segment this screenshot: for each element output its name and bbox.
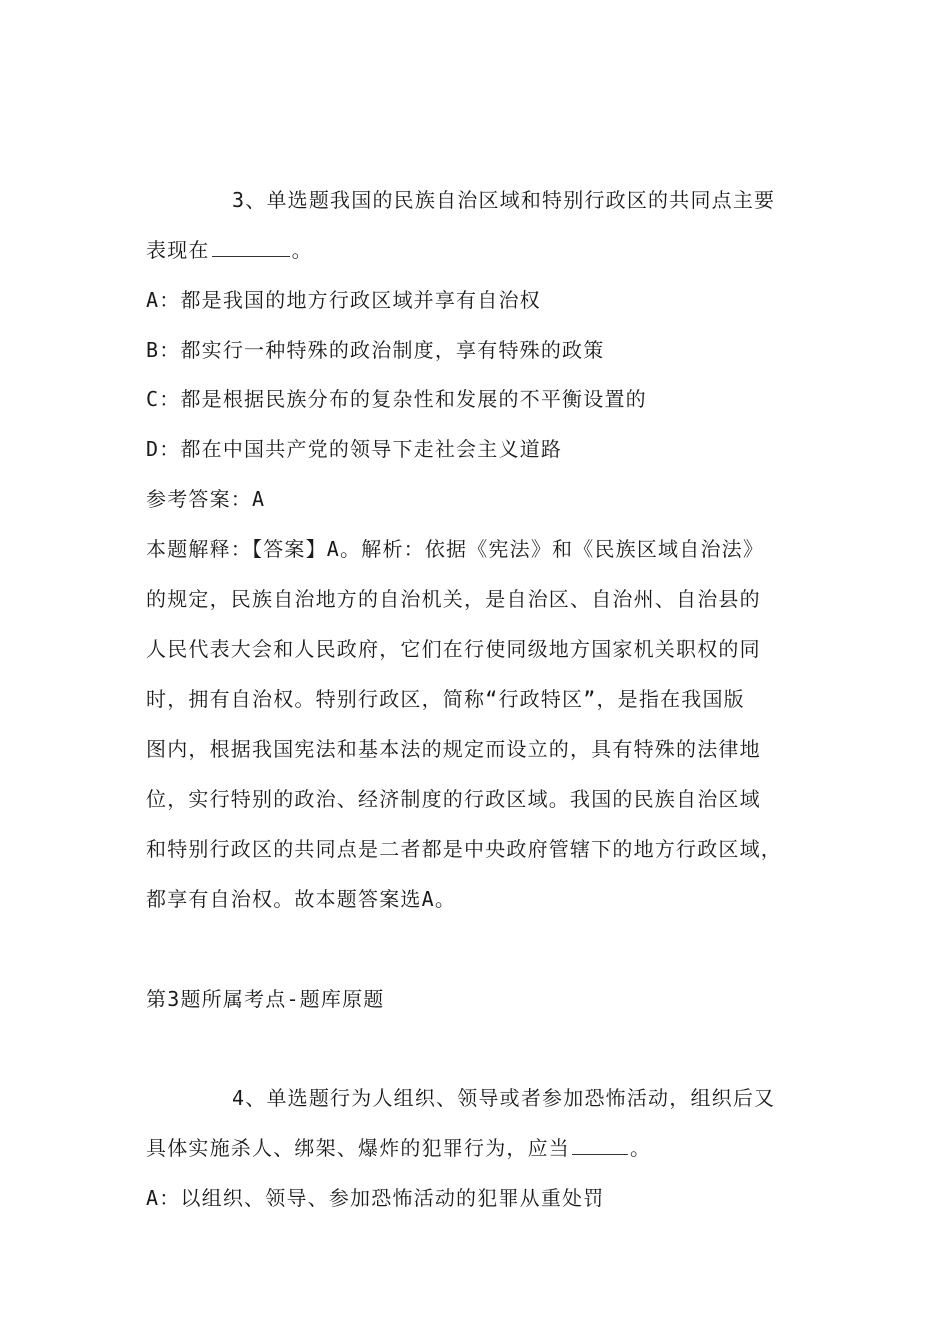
question-4-stem-prefix: 具体实施杀人、绑架、爆炸的犯罪行为，应当 bbox=[146, 1136, 570, 1160]
question-3-answer: 参考答案：A bbox=[146, 487, 266, 511]
answer-blank bbox=[572, 1152, 628, 1155]
explanation-line: 都享有自治权。故本题答案选A。 bbox=[146, 887, 457, 911]
question-3-stem-prefix: 表现在 bbox=[146, 238, 210, 262]
explanation-line: 位，实行特别的政治、经济制度的行政区域。我国的民族自治区域 bbox=[146, 787, 761, 811]
question-4-stem-suffix: 。 bbox=[630, 1136, 652, 1160]
question-4-option-a: A：以组织、领导、参加恐怖活动的犯罪从重处罚 bbox=[146, 1186, 605, 1210]
question-3-option-d: D：都在中国共产党的领导下走社会主义道路 bbox=[146, 437, 563, 461]
knowledge-point-label: 第3题所属考点-题库原题 bbox=[146, 987, 385, 1011]
explanation-line: 图内，根据我国宪法和基本法的规定而设立的，具有特殊的法律地 bbox=[146, 737, 761, 761]
explanation-line: 时，拥有自治权。特别行政区，简称“行政特区”，是指在我国版 bbox=[146, 687, 745, 711]
question-3-option-b: B：都实行一种特殊的政治制度，享有特殊的政策 bbox=[146, 338, 605, 362]
question-3-stem-line-1: 3、单选题我国的民族自治区域和特别行政区的共同点主要 bbox=[232, 188, 776, 212]
explanation-line: 本题解释：【答案】A。解析：依据《宪法》和《民族区域自治法》 bbox=[146, 537, 765, 561]
question-3-option-a: A：都是我国的地方行政区域并享有自治权 bbox=[146, 288, 541, 312]
question-4-stem-line-1: 4、单选题行为人组织、领导或者参加恐怖活动，组织后又 bbox=[232, 1086, 776, 1110]
question-3-option-c: C：都是根据民族分布的复杂性和发展的不平衡设置的 bbox=[146, 387, 647, 411]
explanation-line: 人民代表大会和人民政府，它们在行使同级地方国家机关职权的同 bbox=[146, 637, 761, 661]
question-3-stem-line-2 bbox=[146, 237, 313, 263]
question-4-stem-line-2 bbox=[146, 1135, 651, 1161]
question-3-stem-suffix: 。 bbox=[291, 238, 313, 262]
explanation-line: 和特别行政区的共同点是二者都是中央政府管辖下的地方行政区域， bbox=[146, 837, 782, 861]
answer-blank bbox=[212, 254, 290, 257]
explanation-line: 的规定，民族自治地方的自治机关，是自治区、自治州、自治县的 bbox=[146, 587, 761, 611]
